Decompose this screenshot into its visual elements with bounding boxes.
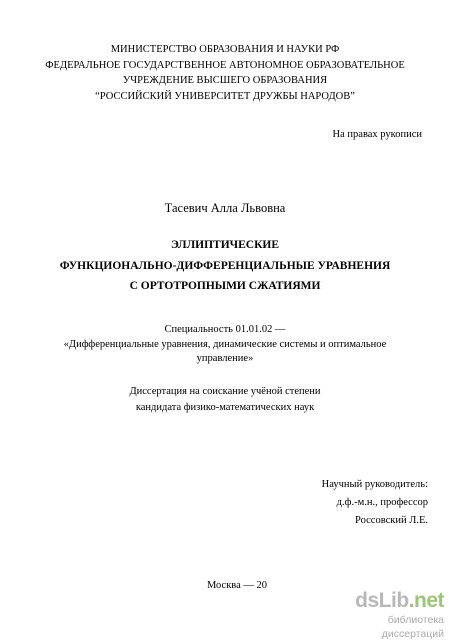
degree-block	[0, 384, 450, 416]
city-year-text: Москва — 20	[206, 580, 268, 591]
advisor-block	[268, 476, 428, 530]
ministry-line: “РОССИЙСКИЙ УНИВЕРСИТЕТ ДРУЖБЫ НАРОДОВ”	[95, 90, 355, 102]
ministry-line: УЧРЕЖДЕНИЕ ВЫСШЕГО ОБРАЗОВАНИЯ	[122, 75, 328, 86]
advisor-label: Научный руководитель:	[321, 479, 428, 490]
degree-line: Диссертация на соискание учёной степени	[129, 386, 321, 397]
specialty-code: Специальность 01.01.02 —	[164, 324, 286, 335]
watermark-caption: библиотека диссертаций	[381, 614, 444, 640]
ministry-header	[0, 42, 450, 104]
ministry-line: МИНИСТЕРСТВО ОБРАЗОВАНИЯ И НАУКИ РФ	[110, 44, 340, 55]
author-name: Тасевич Алла Львовна	[164, 201, 286, 215]
specialty-name: «Дифференциальные уравнения, динамические системы и оптимальное управление»	[63, 338, 387, 364]
title-line: ЭЛЛИПТИЧЕСКИЕ	[170, 239, 280, 251]
watermark-brand	[334, 589, 444, 613]
ministry-line: ФЕДЕРАЛЬНОЕ ГОСУДАРСТВЕННОЕ АВТОНОМНОЕ ОБРАЗОВАТЕЛЬНОЕ	[45, 59, 405, 71]
watermark-brand-tld: .net	[408, 589, 444, 612]
advisor-degree: д.ф.-м.н., профессор	[336, 497, 428, 508]
title-line: ФУНКЦИОНАЛЬНО-ДИФФЕРЕНЦИАЛЬНЫЕ УРАВНЕНИЯ	[59, 259, 391, 272]
dissertation-title	[0, 235, 450, 297]
watermark-logo[interactable]	[334, 589, 444, 640]
advisor-name: Россовский Л.Е.	[355, 515, 428, 526]
title-line: С ОРТОТРОПНЫМИ СЖАТИЯМИ	[129, 280, 321, 292]
watermark-brand-main: dsLib	[355, 589, 409, 612]
rights-note: На правах рукописи	[332, 129, 422, 140]
specialty-block	[60, 323, 390, 367]
degree-line: кандидата физико-математических наук	[135, 402, 315, 413]
